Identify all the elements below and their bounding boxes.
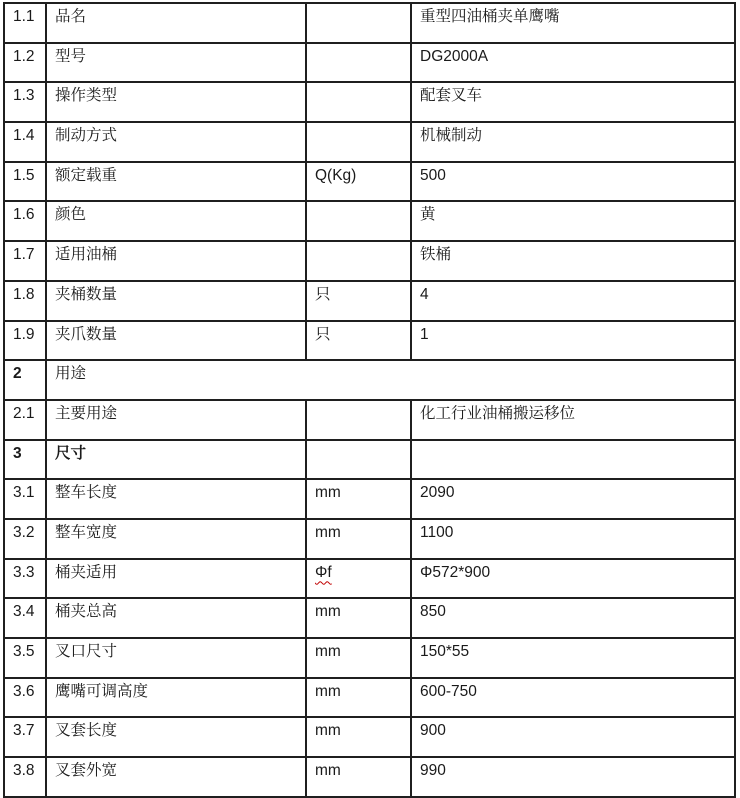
value-cell: 4: [411, 281, 735, 321]
value-cell: 150*55: [411, 638, 735, 678]
unit-text: mm: [315, 762, 341, 780]
item-name-cell: 制动方式: [46, 122, 306, 162]
table-row: [4, 321, 735, 361]
item-name-cell: 用途: [46, 360, 735, 400]
row-number-cell: 1.5: [4, 162, 46, 202]
row-number-cell: 1.1: [4, 3, 46, 43]
table-row: [4, 678, 735, 718]
value-cell: 850: [411, 598, 735, 638]
unit-text: 只: [315, 325, 331, 343]
unit-text: mm: [315, 722, 341, 740]
row-number-cell: 1.6: [4, 201, 46, 241]
row-number-cell: 2: [4, 360, 46, 400]
unit-cell: [306, 201, 411, 241]
row-number-cell: 3.3: [4, 559, 46, 599]
item-name-cell: 型号: [46, 43, 306, 83]
item-name-cell: 鹰嘴可调高度: [46, 678, 306, 718]
item-name-cell: 主要用途: [46, 400, 306, 440]
value-cell: Φ572*900: [411, 559, 735, 599]
unit-cell: [306, 559, 411, 599]
value-cell: 1100: [411, 519, 735, 559]
row-number-cell: 1.9: [4, 321, 46, 361]
row-number-cell: 3.2: [4, 519, 46, 559]
value-cell: DG2000A: [411, 43, 735, 83]
value-cell: 500: [411, 162, 735, 202]
table-row: [4, 757, 735, 797]
row-number-cell: 3.8: [4, 757, 46, 797]
value-cell: 990: [411, 757, 735, 797]
table-row: [4, 241, 735, 281]
row-number-cell: 3.6: [4, 678, 46, 718]
item-name-cell: 尺寸: [46, 440, 306, 480]
unit-cell: [306, 3, 411, 43]
item-name-cell: 颜色: [46, 201, 306, 241]
row-number-cell: 1.2: [4, 43, 46, 83]
row-number-cell: 3.7: [4, 717, 46, 757]
unit-cell: [306, 241, 411, 281]
table-row: [4, 479, 735, 519]
table-row: [4, 638, 735, 678]
unit-cell: [306, 400, 411, 440]
table-row: [4, 122, 735, 162]
unit-cell: [306, 440, 411, 480]
row-number-cell: 2.1: [4, 400, 46, 440]
unit-text: mm: [315, 682, 341, 700]
table-row: [4, 281, 735, 321]
item-name-cell: 叉套外宽: [46, 757, 306, 797]
unit-text: Q(Kg): [315, 166, 357, 184]
value-cell: 机械制动: [411, 122, 735, 162]
row-number-cell: 1.3: [4, 82, 46, 122]
value-cell: 黄: [411, 201, 735, 241]
unit-cell: [306, 122, 411, 162]
value-cell: 配套叉车: [411, 82, 735, 122]
item-name-cell: 整车宽度: [46, 519, 306, 559]
unit-cell: [306, 82, 411, 122]
row-number-cell: 1.4: [4, 122, 46, 162]
value-cell: [411, 440, 735, 480]
row-number-cell: 3.5: [4, 638, 46, 678]
unit-cell: [306, 519, 411, 559]
unit-cell: [306, 757, 411, 797]
item-name-cell: 品名: [46, 3, 306, 43]
value-cell: 化工行业油桶搬运移位: [411, 400, 735, 440]
row-number-cell: 3.4: [4, 598, 46, 638]
item-name-cell: 适用油桶: [46, 241, 306, 281]
unit-text: 只: [315, 285, 331, 303]
item-name-cell: 夹桶数量: [46, 281, 306, 321]
table-row: [4, 3, 735, 43]
table-row: [4, 43, 735, 83]
unit-cell: [306, 598, 411, 638]
unit-cell: [306, 321, 411, 361]
item-name-cell: 额定载重: [46, 162, 306, 202]
item-name-cell: 叉套长度: [46, 717, 306, 757]
spec-table-body: [4, 3, 735, 797]
unit-text: mm: [315, 603, 341, 621]
table-row: [4, 717, 735, 757]
unit-cell: [306, 638, 411, 678]
item-name-cell: 桶夹总高: [46, 598, 306, 638]
item-name-cell: 整车长度: [46, 479, 306, 519]
item-name-cell: 桶夹适用: [46, 559, 306, 599]
row-number-cell: 3.1: [4, 479, 46, 519]
unit-cell: [306, 281, 411, 321]
value-cell: 2090: [411, 479, 735, 519]
row-number-cell: 1.7: [4, 241, 46, 281]
value-cell: 1: [411, 321, 735, 361]
table-row: [4, 400, 735, 440]
unit-cell: [306, 162, 411, 202]
table-row: [4, 82, 735, 122]
row-number-cell: 1.8: [4, 281, 46, 321]
table-row: [4, 598, 735, 638]
unit-text: Φf: [315, 563, 332, 581]
item-name-cell: 夹爪数量: [46, 321, 306, 361]
table-row: [4, 162, 735, 202]
value-cell: 重型四油桶夹单鹰嘴: [411, 3, 735, 43]
table-row: [4, 519, 735, 559]
table-row: [4, 440, 735, 480]
row-number-cell: 3: [4, 440, 46, 480]
unit-cell: [306, 717, 411, 757]
item-name-cell: 操作类型: [46, 82, 306, 122]
value-cell: 900: [411, 717, 735, 757]
value-cell: 铁桶: [411, 241, 735, 281]
product-spec-table: [3, 2, 736, 798]
unit-cell: [306, 43, 411, 83]
table-row: [4, 201, 735, 241]
unit-text: mm: [315, 643, 341, 660]
unit-cell: [306, 678, 411, 718]
unit-text: mm: [315, 523, 341, 541]
table-row: [4, 360, 735, 400]
unit-cell: [306, 479, 411, 519]
item-name-cell: 叉口尺寸: [46, 638, 306, 678]
value-cell: 600-750: [411, 678, 735, 718]
table-row: [4, 559, 735, 599]
unit-text: mm: [315, 484, 341, 502]
